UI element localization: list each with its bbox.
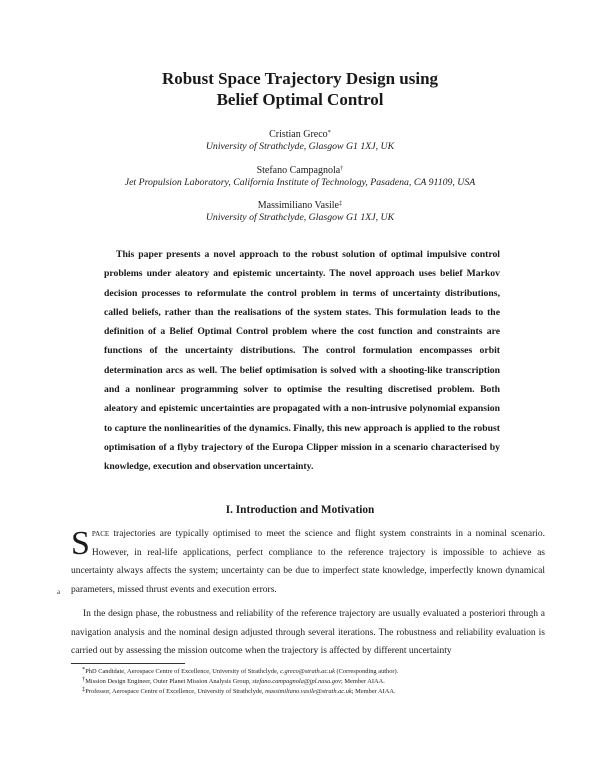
footnote-1-text: PhD Candidate, Aerospace Centre of Excellence, University of Strathclyde, (85, 668, 281, 675)
footnote-2-mark: † (82, 676, 86, 683)
author-1-affiliation: University of Strathclyde, Glasgow G1 1XJ, UK (205, 141, 395, 152)
small-caps-word: PACE (91, 530, 110, 538)
margin-mark: a (57, 588, 61, 596)
author-3-name: Massimiliano Vasile (257, 200, 339, 211)
author-1-mark: * (327, 129, 331, 136)
intro-paragraph-1-text: trajectories are typically optimised to meet the science and flight system constraints in a nominal scenario. However, in real-life applications, perfect compliance to the reference trajectory is impossible to achieve as uncertainty always affects the system; uncertainty can be due to imperfect state knowledge, imperfectly known dynamical parameters, missed thrust events and execution errors. (71, 529, 545, 595)
footnote-rule (71, 663, 185, 664)
footnote-3 (82, 687, 552, 697)
footnote-2-suffix: ; Member AIAA. (341, 678, 385, 685)
footnote-1 (82, 667, 552, 677)
author-2-affiliation: Jet Propulsion Laboratory, California Institute of Technology, Pasadena, CA 91109, USA (124, 177, 476, 188)
author-2 (0, 165, 600, 177)
footnote-2-text: Mission Design Engineer, Outer Planet Mission Analysis Group, (85, 678, 253, 685)
intro-paragraph-2: In the design phase, the robustness and reliability of the reference trajectory are usually evaluated a posteriori through a navigation analysis and the nominal design adjusted through several iterations. The robustness and reliability evaluation is carried out by assessing the mission outcome when the trajectory is affected by different uncertainty (71, 609, 545, 656)
author-1-name: Cristian Greco (269, 129, 328, 140)
footnote-1-email[interactable]: c.greco@strath.ac.uk (280, 668, 335, 675)
drop-cap: S (71, 525, 90, 562)
footnote-1-mark: * (82, 666, 86, 673)
intro-paragraph-1 (71, 525, 545, 599)
author-3-affiliation: University of Strathclyde, Glasgow G1 1XJ, UK (205, 212, 395, 223)
footnote-1-suffix: (Corresponding author). (334, 668, 399, 675)
paper-title-line-2: Belief Optimal Control (216, 90, 384, 109)
author-3-mark: ‡ (338, 200, 343, 207)
footnote-3-suffix: ; Member AIAA. (351, 688, 396, 695)
author-1 (0, 129, 600, 141)
author-3 (0, 200, 600, 212)
footnote-3-mark: ‡ (82, 686, 86, 693)
section-heading: I. Introduction and Motivation (225, 504, 375, 516)
abstract: This paper presents a novel approach to the robust solution of optimal impulsive control problems under aleatory and epistemic uncertainty. The novel approach uses belief Markov decision processes to reformulate the control problem in terms of uncertainty distributions, called beliefs, rather than the realisations of the system states. This formulation leads to the definition of a Belief Optimal Control problem where the cost function and constraints are functions of the uncertainty distributions. The control formulation encompasses orbit determination arcs as well. The belief optimisation is solved with a shooting-like transcription and a nonlinear programming solver to optimise the resulting discretised problem. Both aleatory and epistemic uncertainties are propagated with a non-intrusive polynomial expansion to capture the nonlinearities of the dynamics. Finally, this new approach is applied to the robust optimisation of a flyby trajectory of the Europa Clipper mission in a scenario characterised by knowledge, execution and observation uncertainty. (104, 249, 500, 473)
footnote-3-email[interactable]: massimiliano.vasile@strath.ac.uk (265, 688, 352, 695)
footnote-2-email[interactable]: stefano.campagnola@jpl.nasa.gov (252, 678, 341, 685)
paper-title-line-1: Robust Space Trajectory Design using (161, 69, 439, 88)
author-2-name: Stefano Campagnola (256, 165, 341, 176)
author-2-mark: † (340, 165, 344, 172)
footnote-2 (82, 677, 552, 687)
footnote-3-text: Professor, Aerospace Centre of Excellence, University of Strathclyde, (85, 688, 266, 695)
